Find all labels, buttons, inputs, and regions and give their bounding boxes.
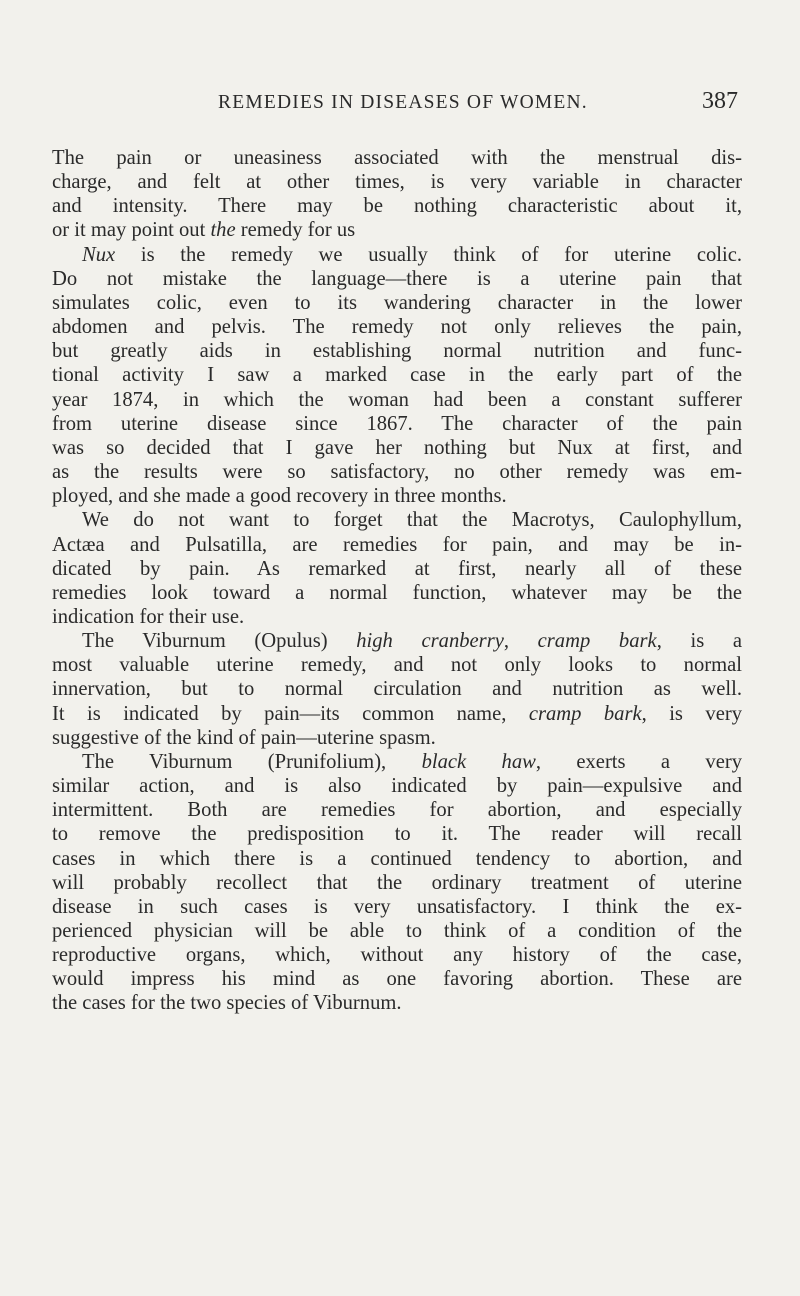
text-line — [52, 218, 742, 242]
body-text — [52, 146, 742, 1016]
emphasis-the: the — [210, 219, 236, 242]
text-line — [52, 702, 742, 726]
emphasis-high-cranberry: high cranberry — [356, 630, 504, 653]
text-line — [52, 750, 742, 774]
text-line: perienced physician will be able to think of a condition of the — [52, 920, 742, 942]
text-line: Actæa and Pulsatilla, are remedies for pain, and may be in- — [52, 533, 742, 556]
running-head: REMEDIES IN DISEASES OF WOMEN. — [218, 92, 588, 113]
line-segment: The Viburnum (Prunifolium), — [82, 750, 422, 773]
line-segment: It is indicated by pain—its common name, — [52, 702, 529, 725]
text-line: reproductive organs, which, without any history of the case, — [52, 944, 742, 967]
text-line: most valuable uterine remedy, and not only looks to normal — [52, 654, 742, 677]
page-number: 387 — [702, 88, 738, 114]
text-line: suggestive of the kind of pain—uterine spasm. — [52, 726, 436, 749]
line-segment: The Viburnum (Opulus) — [82, 630, 357, 653]
line-segment: remedy for us — [235, 219, 356, 242]
text-line: dicated by pain. As remarked at first, nearly all of these — [52, 557, 742, 580]
text-line: simulates colic, even to its wandering character in the lower — [52, 291, 742, 314]
line-segment: or it may point out — [52, 219, 211, 242]
emphasis-black-haw: black haw — [421, 750, 536, 773]
emphasis-cramp-bark: cramp bark — [537, 630, 657, 653]
page-header — [218, 88, 738, 122]
text-line — [52, 243, 742, 267]
line-segment: , exerts a very — [535, 750, 743, 773]
line-segment: , is very — [641, 702, 742, 725]
text-line: would impress his mind as one favoring abortion. These are — [52, 968, 742, 991]
text-line: year 1874, in which the woman had been a constant sufferer — [52, 388, 742, 411]
text-line: intermittent. Both are remedies for abortion, and especially — [52, 799, 742, 822]
emphasis-nux: Nux — [82, 243, 116, 266]
text-line: tional activity I saw a marked case in the early part of the — [52, 364, 742, 387]
text-line: charge, and felt at other times, is very variable in character — [52, 171, 742, 194]
text-line: remedies look toward a normal function, whatever may be the — [52, 581, 742, 604]
text-line: similar action, and is also indicated by pain—expulsive and — [52, 775, 742, 798]
text-line: We do not want to forget that the Macrotys, Caulophyllum, — [82, 509, 742, 532]
text-line: and intensity. There may be nothing characteristic about it, — [52, 195, 742, 218]
text-line: ployed, and she made a good recovery in three months. — [52, 485, 507, 508]
text-line: Do not mistake the language—there is a uterine pain that — [52, 267, 742, 290]
text-line: as the results were so satisfactory, no other remedy was em- — [52, 461, 742, 484]
text-line: was so decided that I gave her nothing but Nux at first, and — [52, 436, 742, 459]
emphasis-cramp-bark: cramp bark — [528, 702, 642, 725]
text-line: abdomen and pelvis. The remedy not only relieves the pain, — [52, 316, 742, 339]
text-line: innervation, but to normal circulation and nutrition as well. — [52, 678, 742, 701]
text-line: the cases for the two species of Viburnum. — [52, 992, 402, 1015]
line-segment: , is a — [656, 630, 743, 653]
text-line: The pain or uneasiness associated with the menstrual dis- — [52, 147, 742, 169]
text-line: indication for their use. — [52, 605, 245, 628]
line-segment: is the remedy we usually think of for uterine colic. — [115, 243, 742, 266]
text-line: from uterine disease since 1867. The character of the pain — [52, 412, 742, 435]
text-line — [52, 629, 742, 653]
text-line: cases in which there is a continued tendency to abortion, and — [52, 847, 742, 870]
line-segment: , — [503, 630, 538, 653]
text-line: will probably recollect that the ordinary treatment of uterine — [52, 871, 742, 894]
text-line: disease in such cases is very unsatisfactory. I think the ex- — [52, 895, 742, 918]
text-line: but greatly aids in establishing normal nutrition and func- — [52, 340, 742, 363]
text-line: to remove the predisposition to it. The reader will recall — [52, 823, 742, 846]
